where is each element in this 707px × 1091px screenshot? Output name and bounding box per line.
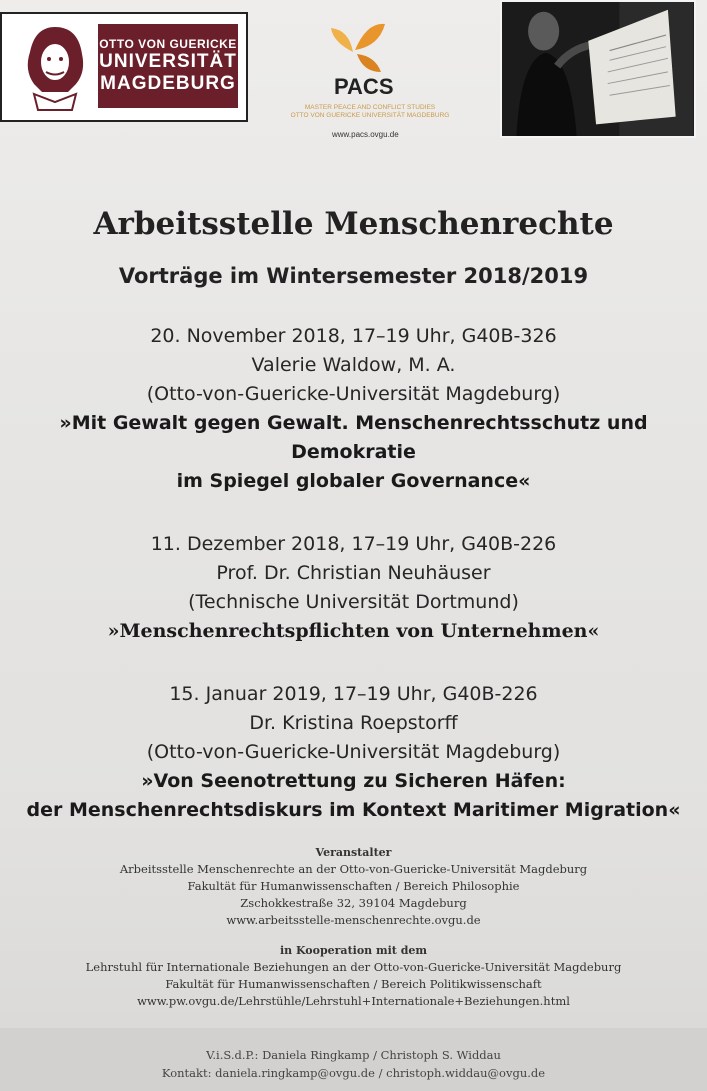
organizer-block [0, 845, 707, 1010]
page-title: Arbeitsstelle Menschenrechte [93, 206, 614, 242]
pacs-leaves-icon [327, 20, 387, 80]
university-logo [0, 12, 248, 122]
page-subtitle: Vorträge im Wintersemester 2018/2019 [118, 264, 589, 288]
pacs-wordmark: PACS [334, 74, 394, 99]
pacs-logo [282, 20, 452, 139]
talk-3 [0, 680, 707, 825]
talk-title-line2: im Spiegel globaler Governance« [176, 470, 531, 492]
talk-1 [0, 322, 707, 496]
cooperation-heading: in Kooperation mit dem [279, 944, 428, 957]
university-name-line1: OTTO VON GUERICKE [99, 37, 237, 51]
organizer-line: Zschokkestraße 32, 39104 Magdeburg [240, 896, 467, 910]
footer-contact: Kontakt: daniela.ringkamp@ovgu.de / christoph.widdau@ovgu.de [161, 1066, 546, 1080]
university-name-band [98, 24, 238, 108]
guericke-portrait-icon [10, 22, 100, 112]
pacs-url: www.pacs.ovgu.de [332, 130, 399, 139]
organizer-line: Fakultät für Humanwissenschaften / Bereich Philosophie [187, 879, 520, 893]
woman-holding-declaration-photo [500, 0, 696, 138]
university-name-line3: MAGDEBURG [100, 73, 236, 94]
pacs-subtitle-2: OTTO VON GUERICKE UNIVERSITÄT MAGDEBURG [290, 112, 450, 119]
organizer-url: www.arbeitsstelle-menschenrechte.ovgu.de [226, 913, 481, 927]
talk-affiliation: (Technische Universität Dortmund) [188, 591, 519, 613]
header [0, 0, 707, 150]
organizer-heading: Veranstalter [315, 846, 392, 859]
talk-affiliation: (Otto-von-Guericke-Universität Magdeburg) [146, 383, 561, 405]
pacs-subtitle-1: MASTER PEACE AND CONFLICT STUDIES [304, 104, 436, 111]
talk-affiliation: (Otto-von-Guericke-Universität Magdeburg) [146, 741, 561, 763]
talk-date: 11. Dezember 2018, 17–19 Uhr, G40B-226 [150, 533, 557, 555]
talk-date: 20. November 2018, 17–19 Uhr, G40B-326 [150, 325, 557, 347]
talk-title-line1: »Mit Gewalt gegen Gewalt. Menschenrechtsschutz und Demokratie [59, 412, 648, 463]
talk-speaker: Prof. Dr. Christian Neuhäuser [216, 562, 491, 584]
talk-title-line2: der Menschenrechtsdiskurs im Kontext Maritimer Migration« [26, 799, 681, 821]
talk-title-line1: »Von Seenotrettung zu Sicheren Häfen: [141, 770, 566, 792]
cooperation-line: Fakultät für Humanwissenschaften / Bereich Politikwissenschaft [165, 977, 542, 991]
footer [0, 1028, 707, 1091]
cooperation-line: Lehrstuhl für Internationale Beziehungen an der Otto-von-Guericke-Universität Magdeburg [85, 960, 622, 974]
talk-2 [0, 530, 707, 646]
cooperation-url: www.pw.ovgu.de/Lehrstühle/Lehrstuhl+Internationale+Beziehungen.html [137, 994, 570, 1008]
talk-speaker: Dr. Kristina Roepstorff [249, 712, 458, 734]
main-content [0, 170, 707, 825]
talk-speaker: Valerie Waldow, M. A. [251, 354, 456, 376]
talk-title-line1: »Menschenrechtspflichten von Unternehmen« [107, 620, 600, 642]
organizer-line: Arbeitsstelle Menschenrechte an der Otto-von-Guericke-Universität Magdeburg [119, 862, 588, 876]
talk-date: 15. Januar 2019, 17–19 Uhr, G40B-226 [169, 683, 538, 705]
university-name-line2: UNIVERSITÄT [99, 51, 237, 72]
footer-visdp: V.i.S.d.P.: Daniela Ringkamp / Christoph S. Widdau [206, 1048, 501, 1062]
